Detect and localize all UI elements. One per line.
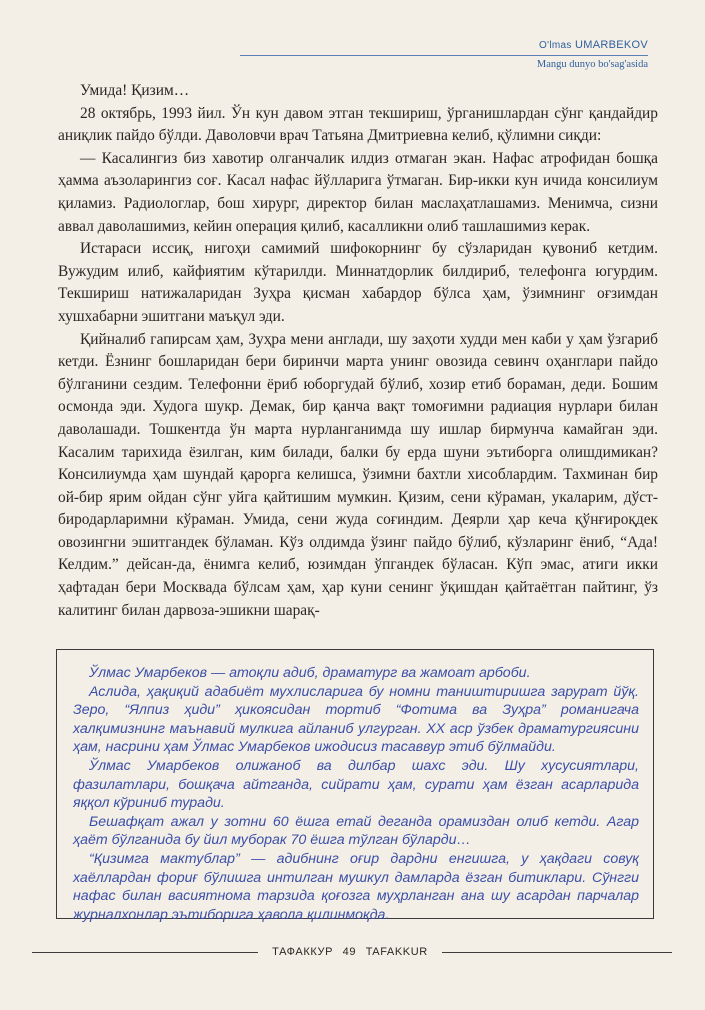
bio-paragraph: Ўлмас Умарбеков олижаноб ва дилбар шахс эди. Шу хусусиятлари, фазилатлари, бошқача айтганда, сийрати ҳам, сурати ҳам ёзган асарларида яққол кўриниб туради. xyxy=(73,757,639,812)
body-paragraph: — Касалингиз биз хавотир олганчалик илдиз отмаган экан. Нафас атрофидан бошқа ҳамма аъзоларингиз соғ. Касал нафас йўлларига ўтмаган. Бир-икки кун ичида консилиум қиламиз. Радиологлар, бош хирург, директор билан маслаҳатлашамиз. Менимча, сизни аввал даволашимиз, кейин операция қилиб, касалликни олиб ташлашимиз керак. xyxy=(58,149,658,235)
body-paragraph: Умида! Қизим… xyxy=(80,82,190,99)
author-first-name: O'lmas xyxy=(539,40,572,51)
running-head-book-title: Mangu dunyo bo'sag'asida xyxy=(536,59,648,70)
body-paragraph: Истараси иссиқ, нигоҳи самимий шифокорнинг бу сўзларидан қувониб кетдим. Вужудим илиб, кайфиятим кўтарилди. Миннатдорлик билдириб, телефонга югурдим. Текшириш натижаларидан Зуҳра қисман хабардор бўлса ҳам, ўзимнинг оғзимдан хушхабарни эшитгани маъқул эди. xyxy=(58,240,658,325)
footer-journal-latin: TAFAKKUR xyxy=(365,946,428,958)
body-paragraph: 28 октябрь, 1993 йил. Ўн кун давом этган текшириш, ўрганишлардан сўнг қандайдир аниқлик пайдо бўлди. Даволовчи врач Татьяна Дмитриевна келиб, қўлимни сиқди: xyxy=(58,104,658,145)
footer-rule-left xyxy=(32,952,258,953)
bio-paragraph: “Қизимга мактублар” — адибнинг оғир дардни енгишга, у ҳақдаги совуқ хаёллардан фориғ бўлишга интилган мушкул дамларда ёзган битиклари. Сўнгги нафас билан васиятнома тарзида қоғозга муҳрланган ана шу асардан парчалар журналхонлар эътиборига ҳавола қилинмоқда. xyxy=(73,850,639,923)
bio-paragraph: Ўлмас Умарбеков — атоқли адиб, драматург ва жамоат арбоби. xyxy=(89,665,531,681)
author-last-name: UMARBEKOV xyxy=(575,39,648,51)
running-head xyxy=(240,38,648,71)
main-text xyxy=(58,80,658,622)
author-bio-box xyxy=(56,649,654,923)
page-number: 49 xyxy=(342,946,357,958)
footer-rule-right xyxy=(442,952,672,953)
footer-journal-cyrillic: ТАФАККУР xyxy=(272,946,334,958)
running-head-author xyxy=(240,38,648,53)
running-head-rule xyxy=(240,55,648,56)
body-paragraph: Қийналиб гапирсам ҳам, Зуҳра мени англади, шу заҳоти худди мен каби у ҳам ўзгариб кетди. Ёзнинг бошларидан бери биринчи марта унинг овозида севинч оҳанглари пайдо бўлганини сездим. Телефонни ёриб юборгудай бўлиб, хозир етиб бораман, деди. Бошим осмонда эди. Худога шукр. Демак, бир қанча вақт томоғимни радиация нурлари билан даволашади. Тошкентда ўн марта нурланганимда шу ишлар бирмунча камайган эди. Касалим тарихида ёзилган, ким билади, балки бу ерда шуни эътиборга олишдимикан? Консилиумда ҳам шундай қарорга келишса, ўзимни бахтли хисоблардим. Тахминан бир ой-бир ярим ойдан сўнг уйга қайтишим мумкин. Қизим, сени кўраман, укаларим, дўст-биродарларимни кўраман. Умида, сени жуда соғиндим. Деярли ҳар кеча қўнғироқдек овозингни эшитгандек бўламан. Кўз олдимда ўзинг пайдо бўлиб, кўзларинг ёниб, “Ада! Келдим.” дейсан-да, ёнимга келиб, юзимдан ўпгандек бўласан. Кўп эмас, атиги икки ҳафтадан бери Москвада бўлсам ҳам, ҳар куни сенинг ўқишдан қайтаётган пайтинг, ўз калитинг билан дарвоза-эшикни шарақ- xyxy=(58,330,658,619)
bio-paragraph: Бешафқат ажал у зотни 60 ёшга етай деганда орамиздан олиб кетди. Агар ҳаёт бўлганида бу йил муборак 70 ёшга тўлган бўларди… xyxy=(73,813,639,849)
bio-paragraph: Аслида, ҳақиқий адабиёт мухлисларига бу номни таништиришга зарурат йўқ. Зеро, “Ялпиз ҳиди” ҳикоясидан тортиб “Фотима ва Зуҳра” романигача халқимизнинг маънавий мулкига айланиб улгурган. XX аср ўзбек драматургиясини ҳам, насрини ҳам Ўлмас Умарбеков ижодисиз тасаввур этиб бўлмайди. xyxy=(73,683,639,756)
page-footer xyxy=(32,944,672,960)
footer-label xyxy=(264,944,436,960)
